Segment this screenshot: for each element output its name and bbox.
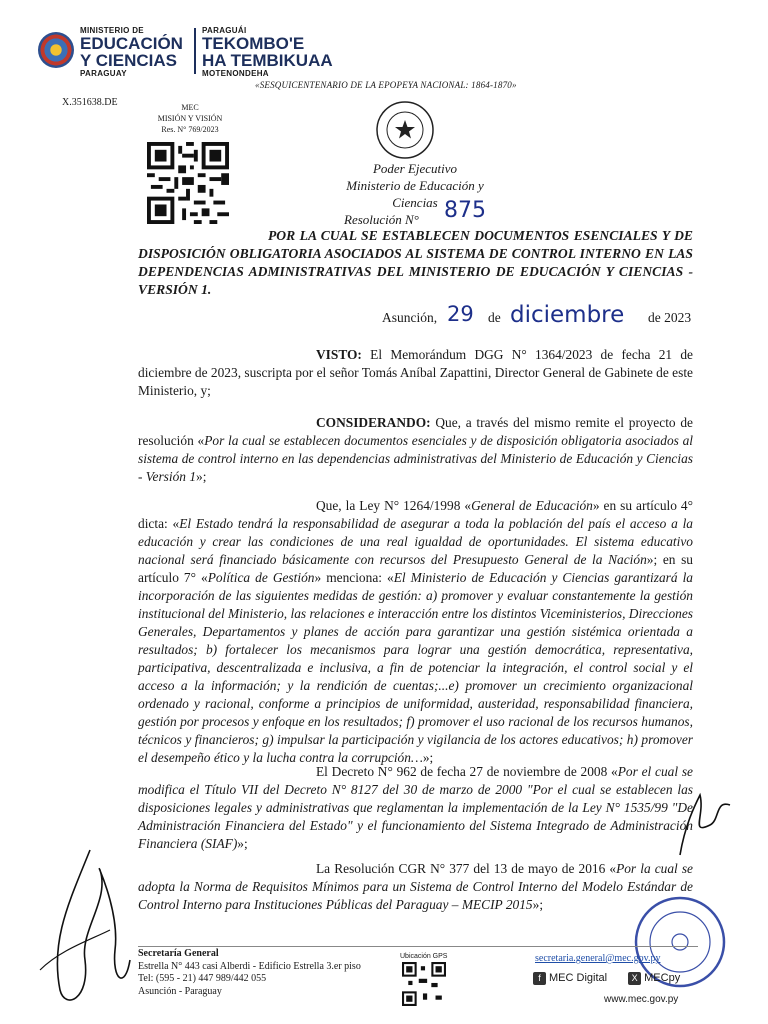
poder-ejecutivo-label: Poder Ejecutivo [372,161,458,176]
ley-quote-1: El Estado tendrá la responsabilidad de asegurar a toda la población del país el acceso a la educación y crear las condiciones de una real igualdad de oportunidades. El sistema educativo nacional será financiado básicamente con recursos del Presupuesto General de la Nación [138,516,693,567]
decreto-lead: El Decreto N° 962 de fecha 27 de noviembre de 2008 « [316,764,618,779]
logo-divider [194,28,196,74]
cgr-quote: Por la cual se adopta la Norma de Requisitos Mínimos para un Sistema de Control Interno del Modelo Estándar de Control Interno para Instituciones Públicas del Paraguay – MECIP 2015 [138,861,693,912]
ministry-es-country: PARAGUAY [80,69,127,78]
resolution-number: 875 [444,198,486,223]
cgr-lead: La Resolución CGR N° 377 del 13 de mayo de 2016 « [316,861,617,876]
ministry-logo [38,26,338,78]
decreto-quote: Por el cual se modifica el Título VII del Decreto N° 8127 del 30 de marzo de 2000 "Por el cual se establecen las disposiciones legales y administrativas que reglamentan la implementación de la Ley N° 1535/99 "De Administración Financiera del Estado" y el funcionamiento del Sistema Integrado de Administración Financiera (SIAF) [138,764,693,851]
resolution-title-text: POR LA CUAL SE ESTABLECEN DOCUMENTOS ESENCIALES Y DE DISPOSICIÓN OBLIGATORIA ASOCIADOS AL SISTEMA DE CONTROL INTERNO EN LAS DEPENDENCIAS ADMINISTRATIVAS DEL MINISTERIO DE EDUCACIÓN Y CIENCIAS - VERSIÓN 1. [138,228,693,297]
gps-qr-code-icon[interactable] [402,962,446,1006]
footer-address [138,948,361,998]
ministry-gn-line1: TEKOMBO'E [202,34,305,53]
ley-mid: » en su artículo 4° dicta: « [138,498,693,531]
gps-label: Ubicación GPS [400,953,448,960]
considerando-label: CONSIDERANDO: [316,415,431,430]
ley-quote-2: El Ministerio de Educación y Ciencias garantizará la incorporación de las siguientes medidas de gestión: a) promover y evaluar constantemente la gestión institucional del Ministerio, las relaciones e interacción entre los distintos Viceministerios, Direcciones Generales, Departamentos y planes de acción para garantizar una gestión sistémica orientada a resultados; b) fortalecer los mecanismos para lograr una gestión democrática, representativa, participativa, descentralizada e inclusiva, a fin de potenciar la integración, el control social y el acceso a la información; y la rendición de cuentas;...e) promover un crecimiento organizacional ordenado y racional, conforme a principios de uniformidad, austeridad, responsabilidad financiera, gestión por procesos y enfoque en los resultados; f) promover el uso racional de los recursos humanos, técnicos y financieros; g) impulsar la participación y vigilancia de los actores educativos; h) promover el desempeño ético y la lucha contra la corrupción… [138,570,694,765]
cgr-end: »; [532,897,544,912]
ministry-es-line1: EDUCACIÓN [80,34,183,53]
visto-text: El Memorándum DGG N° 1364/2023 de fecha 21 de diciembre de 2023, suscripta por el señor Tomás Aníbal Zapattini, Director General de Gabinete de este Ministerio, y; [138,347,693,398]
ley-mid-3: » menciona: « [314,570,394,585]
considerando-end: »; [196,469,207,484]
website-link[interactable]: www.mec.gov.py [604,994,679,1005]
ministry-es-line2: Y CIENCIAS [80,51,177,70]
ministry-gn-small: PARAGUÁI [202,26,247,35]
facebook-label: MEC Digital [549,972,608,985]
date-month: diciembre [510,302,625,328]
visto-paragraph [138,346,693,400]
signature-right-icon [660,785,740,865]
cgr-paragraph [138,860,693,914]
x-icon: X [628,972,641,985]
date-year: de 2023 [648,310,692,325]
resolution-title [138,227,693,299]
social-links [533,972,680,985]
footer-divider [138,946,698,947]
sesquicentenario-motto: «SESQUICENTENARIO DE LA EPOPEYA NACIONAL: 1864-1870» [255,80,517,90]
ley-name-2: Política de Gestión [207,570,315,585]
reference-code: X.351638.DE [62,97,118,108]
signature-left-icon [30,840,140,1010]
x-link[interactable] [628,972,680,984]
mission-resolution-label: Res. N° 769/2023 [161,125,219,134]
considerando-quote: Por la cual se establecen documentos esenciales y de disposición obligatoria asociados al sistema de control interno en las dependencias administrativas del Ministerio de Educación y Ciencias - Versión 1 [138,433,693,484]
visto-label: VISTO: [316,347,362,362]
ministry-seal-icon [38,32,74,68]
ministry-es-small: MINISTERIO DE [80,26,144,35]
considerando-text: Que, a través del mismo remite el proyecto de resolución « [138,415,693,448]
footer-city: Asunción - Paraguay [138,985,222,997]
date-city: Asunción, [382,310,438,325]
ley-end: »; [422,750,434,765]
date-line [382,302,694,332]
facebook-link[interactable] [533,972,607,984]
facebook-icon: f [533,972,546,985]
ministry-gn-line2: HA TEMBIKUAA [202,51,333,70]
republic-seal-icon [375,100,435,160]
date-day: 29 [447,302,474,326]
ley-paragraph [138,497,693,767]
x-label: MECpy [644,972,681,985]
considerando-paragraph [138,414,693,486]
footer-email-link[interactable]: secretaria.general@mec.gov.py [535,953,661,964]
resolution-label: Resolución N° [344,212,419,227]
footer-phone: Tel: (595 - 21) 447 989/442 055 [138,973,267,984]
ley-mid-2: »; en su artículo 7° « [138,552,693,585]
decreto-end: »; [237,836,248,851]
footer-street: Estrella N° 443 casi Alberdi - Edificio Estrella 3.er piso [138,960,361,972]
date-de: de [488,310,501,325]
decreto-paragraph [138,763,693,853]
ley-name: General de Educación [471,498,593,513]
ley-lead: Que, la Ley N° 1264/1998 « [316,498,472,513]
ministry-gn-sub: MOTENONDEHA [202,69,269,78]
mec-mission-block [145,102,235,135]
mec-label: MEC [181,103,199,112]
ministry-italic-label: Ministerio de Educación y Ciencias [346,178,484,210]
ministry-name-gn [202,26,342,78]
footer-sec-title: Secretaría General [138,948,219,959]
qr-code-icon [147,142,229,224]
mission-vision-label: MISIÓN Y VISIÓN [157,114,223,123]
